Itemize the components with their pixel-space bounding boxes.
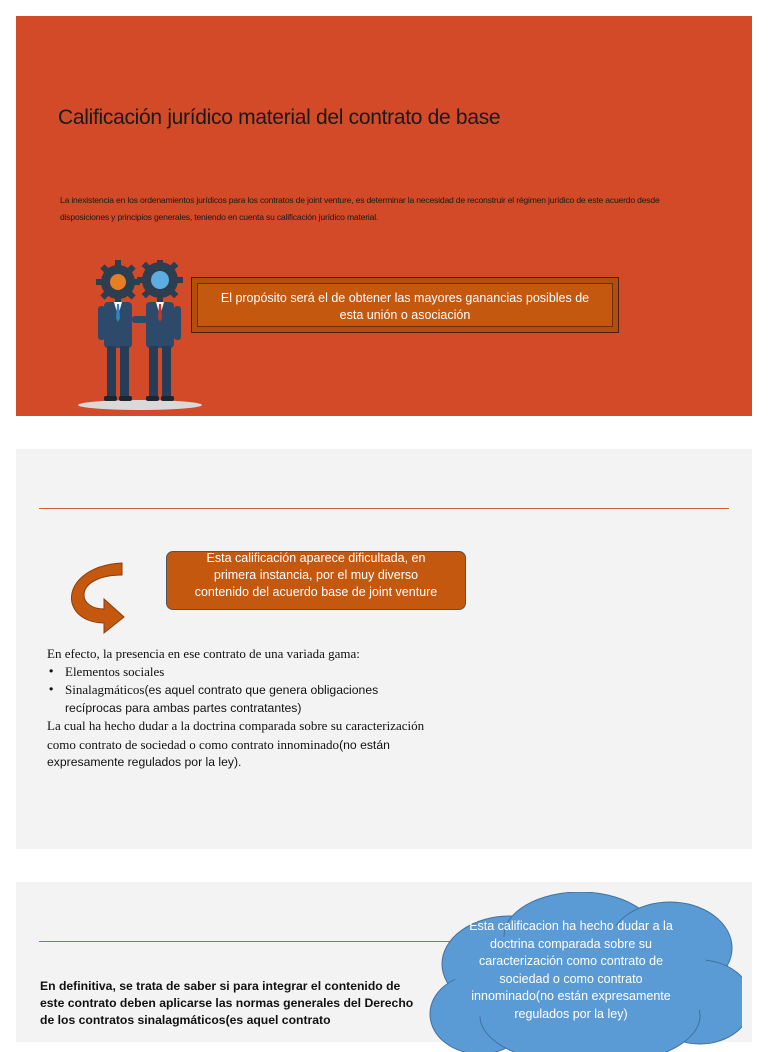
purpose-box: El propósito será el de obtener las mayores ganancias posibles de esta unión o asociación (191, 277, 619, 333)
divider-line (39, 508, 729, 509)
businessmen-with-gears-icon (74, 260, 204, 412)
list-item (47, 663, 427, 682)
closing-lead: La cual ha hecho dudar a la doctrina comparada sobre su caracterización como contrato de sociedad o como contrato innominado (47, 718, 425, 752)
slide-2 (16, 449, 752, 849)
intro-paragraph: La inexistencia en los ordenamientos jurídicos para los contratos de joint venture, es determinar la necesidad de reconstruir el régimen jurídico de este acuerdo desde disposiciones y principios generales, teniendo en cuenta su calificación jurídico material. (60, 195, 660, 222)
content-body (47, 645, 427, 772)
cloud-text: Esta calificacion ha hecho dudar a la doctrina comparada sobre su caracterización como contrato de sociedad o como contrato innominado(no están expresamente regulados por la ley) (469, 919, 673, 1021)
bullet-lead: Elementos sociales (65, 663, 165, 679)
curved-arrow-icon (66, 559, 128, 635)
closing-paragraph (47, 717, 427, 772)
intro-line: En efecto, la presencia en ese contrato de una variada gama: (47, 646, 360, 661)
elements-list (47, 663, 427, 718)
conclusion-paragraph: En definitiva, se trata de saber si para integrar el contenido de este contrato deben aplicarse las normas generales del Derecho de los contratos sinalagmáticos(es aquel contrato (40, 979, 414, 1027)
list-item (47, 681, 427, 717)
qualification-box (166, 551, 466, 610)
slide-1 (16, 16, 752, 416)
slide-title: Calificación jurídico material del contrato de base (58, 106, 501, 129)
qualification-box-text: Esta calificación aparece dificultada, en primera instancia, por el muy diverso contenido del acuerdo base de joint venture (194, 551, 438, 599)
bullet-rest: (es aquel contrato que genera obligaciones recíprocas para ambas partes contratantes) (65, 683, 379, 715)
bullet-lead: Sinalagmáticos (65, 682, 145, 697)
closing-end: ). (233, 755, 242, 769)
closing-rest: (no están expresamente regulados por la ley (47, 737, 390, 769)
